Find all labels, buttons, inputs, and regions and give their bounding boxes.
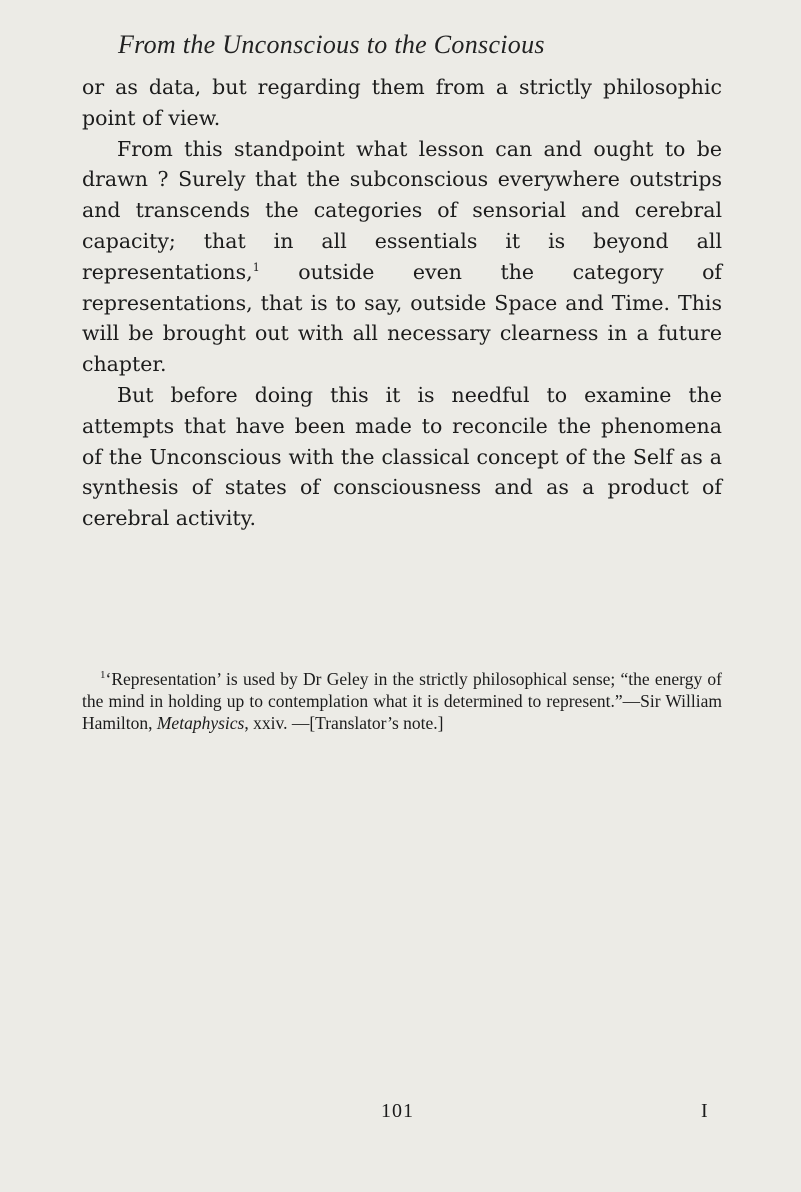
footnote-reference: 1 [252, 260, 260, 274]
signature-mark: I [701, 1100, 709, 1122]
paragraph-3 [82, 380, 722, 534]
main-text [82, 72, 722, 534]
paragraph-1-text: or as data, but regarding them from a strictly philosophic point of view. [82, 75, 722, 130]
paragraph-2-text-b: outside even the category of representations, that is to say, outside Space and Time. This will be brought out with all necessary clearness in a future chapter. [82, 259, 722, 377]
footnote-text-a: ‘Representation’ is used by Dr Geley in the strictly philosophical sense; “the energy of the mind in holding up to contemplation what it is determined to represent.”—Sir William Hamilton, [82, 669, 722, 733]
footnote [82, 668, 722, 734]
footnote-text [82, 668, 722, 734]
paragraph-1 [82, 72, 722, 134]
footnote-text-b: , xxiv. —[Translator’s note.] [244, 713, 444, 733]
page-number: 101 [381, 1100, 414, 1122]
paragraph-2-text-a: From this standpoint what lesson can and ought to be drawn ? Surely that the subconscious everywhere outstrips and transcends the categories of sensorial and cerebral capacity; that in all essentials it is beyond all representations, [82, 136, 722, 284]
footnote-marker: 1 [100, 669, 106, 682]
footnote-work-title: Metaphysics [156, 713, 245, 733]
running-head: From the Unconscious to the Conscious [118, 30, 545, 59]
paragraph-2 [82, 134, 722, 380]
paragraph-3-text: But before doing this it is needful to examine the attempts that have been made to reconcile the phenomena of the Unconscious with the classical concept of the Self as a synthesis of states of consciousness and as a product of cerebral activity. [82, 382, 722, 531]
